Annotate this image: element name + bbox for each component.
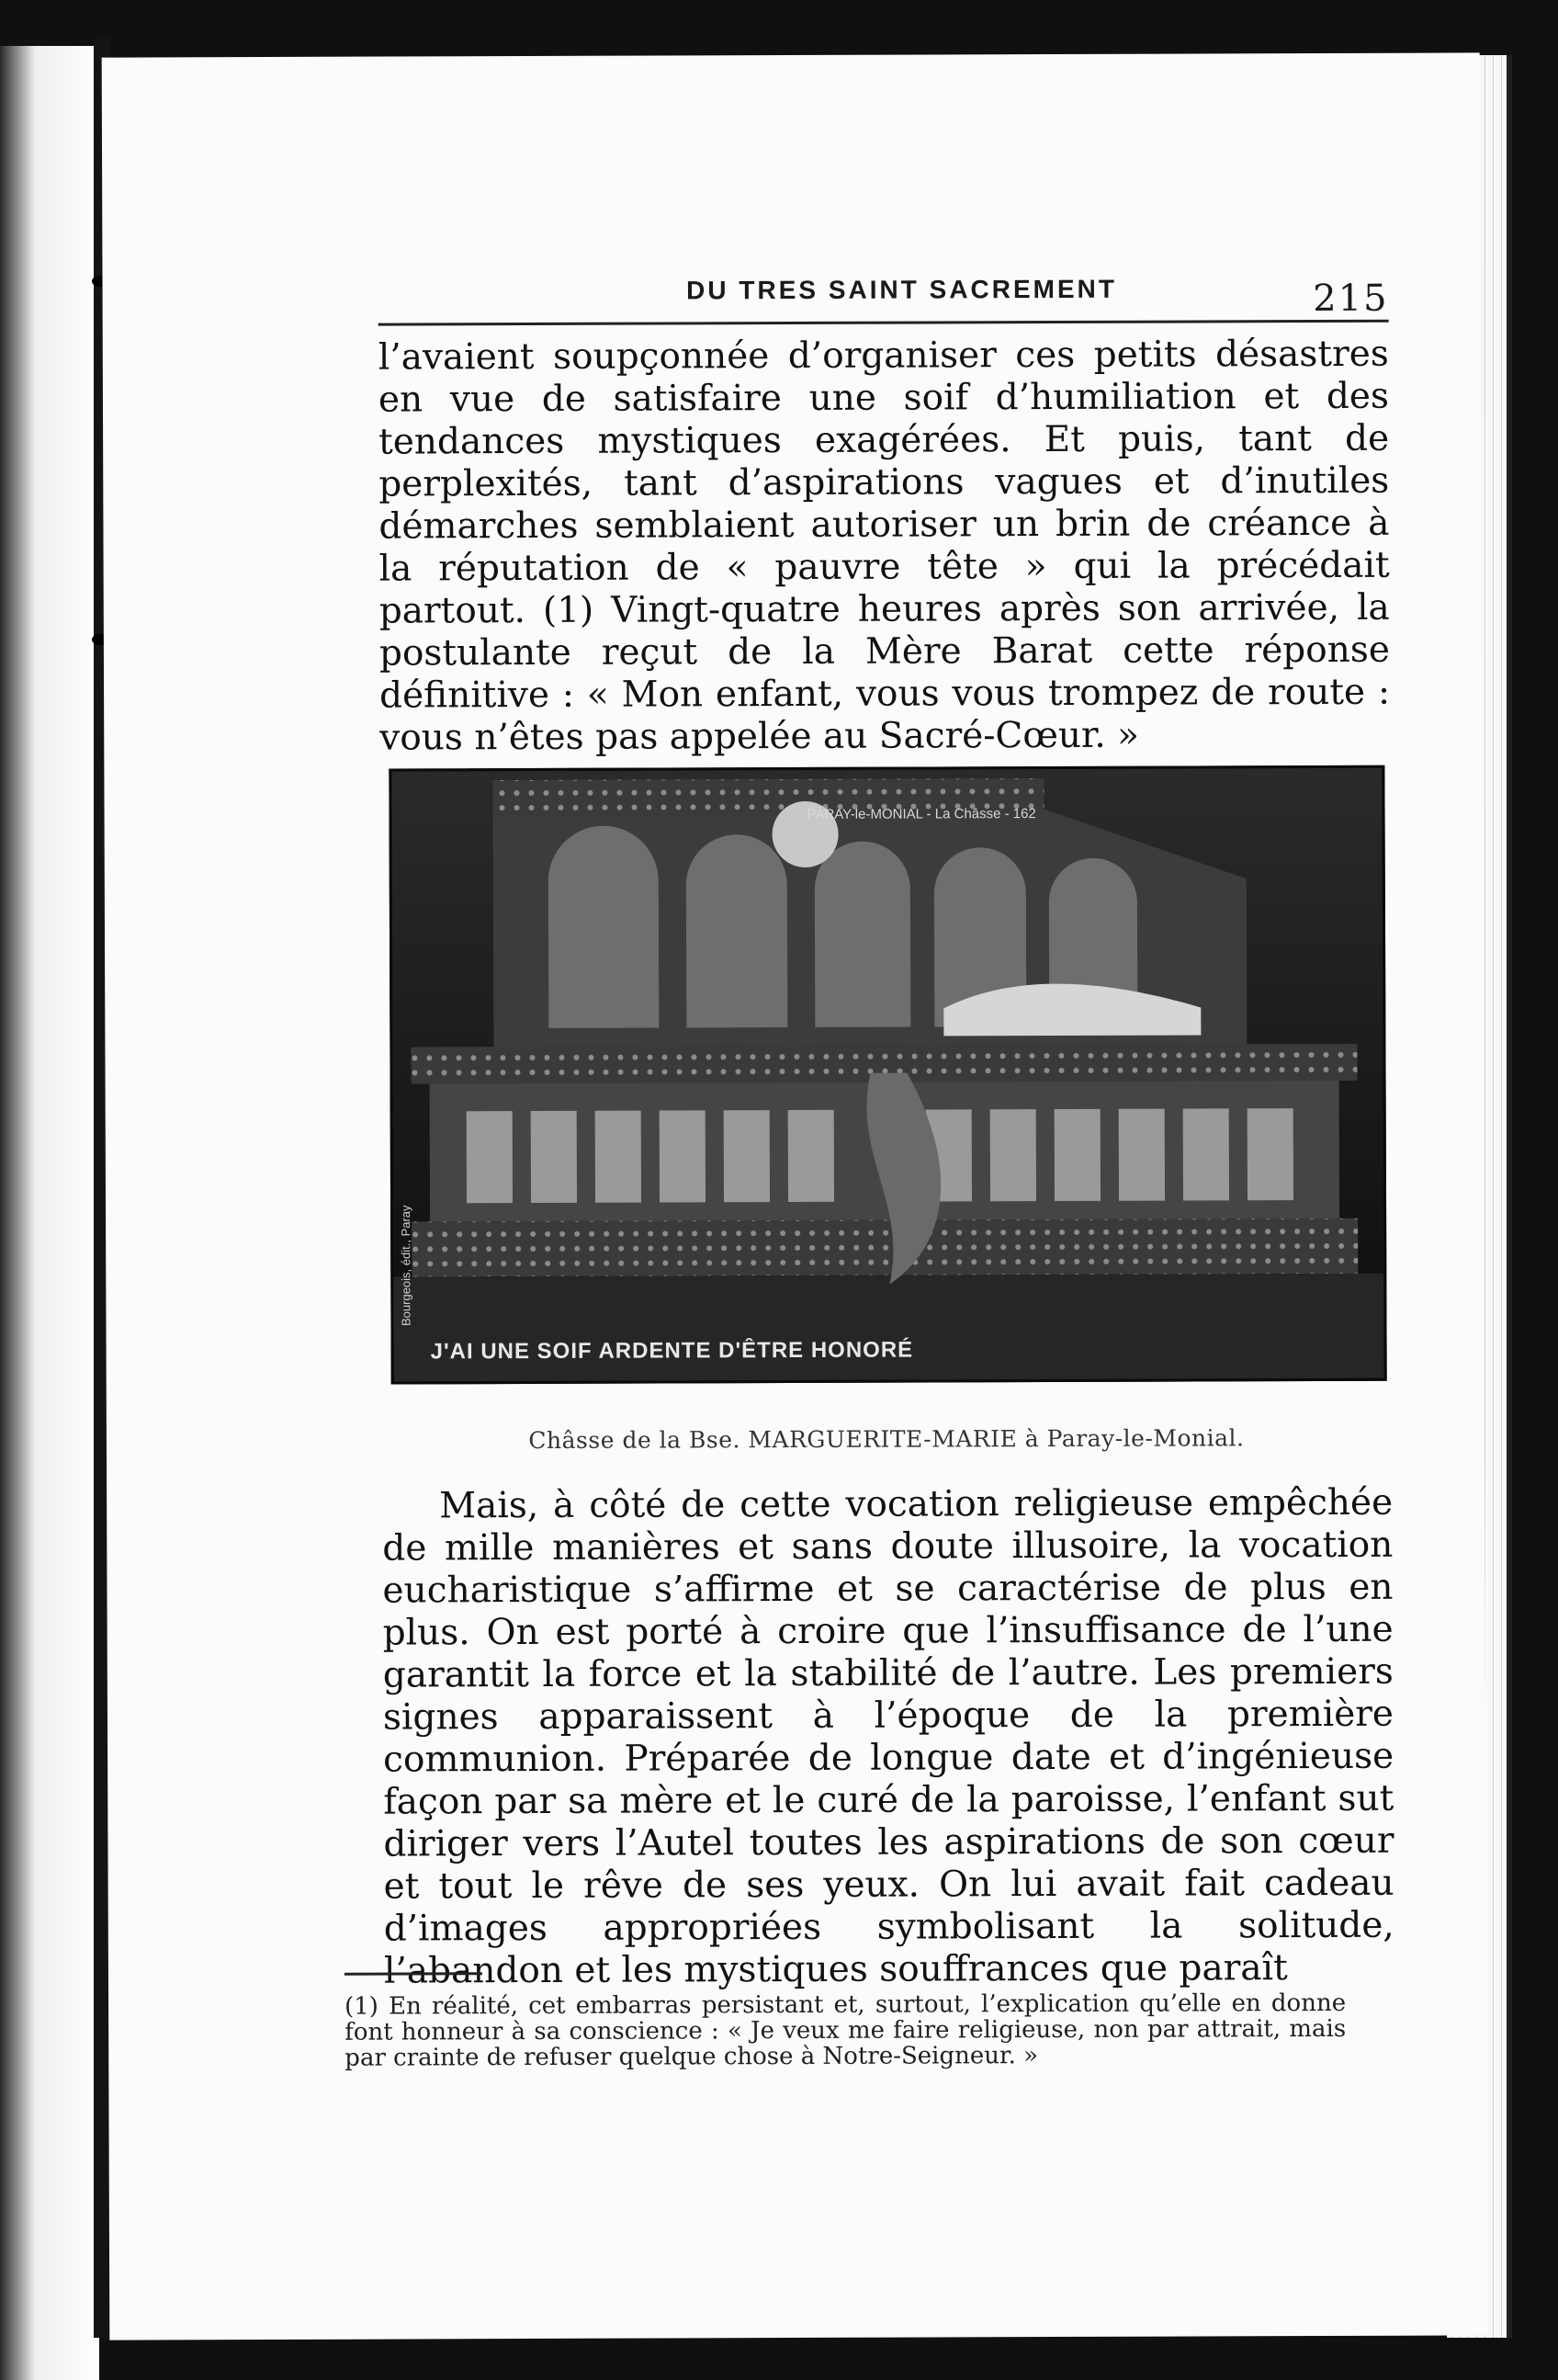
reliquary-illustration — [391, 768, 1383, 1382]
reliquary-photograph — [389, 765, 1386, 1385]
page-number: 215 — [1313, 277, 1389, 321]
paragraph: Mais, à côté de cette vocation religieuse empêchée de mille manières et sans doute illusoire, la vocation eucharistique s’affirme et se caractérise de plus en plus. On est porté à croire que l’insuffisance de l’une garantit la force et la stabilité de l’autre. Les premiers signes apparaissent à l’époque de la première communion. Préparée de longue date et d’ingénieuse façon par sa mère et le curé de la paroisse, l’enfant sut diriger vers l’Autel toutes les aspirations de son cœur et tout le rêve de ses yeux. On lui avait fait cadeau d’images appropriées symbolisant la solitude, l’abandon et les mystiques souffrances que paraît — [382, 1481, 1394, 1992]
edition-mark: Bourgeois, édit., Paray — [399, 1205, 413, 1327]
running-head — [378, 274, 1389, 326]
paragraph: l’avaient soupçonnée d’organiser ces petits désastres en vue de satisfaire une soif d’humiliation et des tendances mystiques exagérées. Et puis, tant de perplexités, tant d’aspirations vagues et d’inutiles démarches semblaient autoriser un brin de créance à la réputation de « pauvre tête » qui la précédait partout. (1) Vingt-quatre heures après son arrivée, la postulante reçut de la Mère Barat cette réponse définitive : « Mon enfant, vous vous trompez de route : vous n’êtes pas appelée au Sacré-Cœur. » — [378, 333, 1391, 759]
footnote-rule — [344, 1972, 482, 1976]
postcard-stamp: PARAY-le-MONIAL - La Châsse - 162 — [807, 806, 1036, 822]
facing-page-edge — [0, 46, 99, 2380]
reliquary-inscription: J'AI UNE SOIF ARDENTE D'ÊTRE HONORÉ — [430, 1337, 914, 1365]
figure-caption: Châsse de la Bse. MARGUERITE-MARIE à Paray-le-Monial. — [528, 1424, 1245, 1455]
running-title: DU TRES SAINT SACREMENT — [686, 274, 1117, 305]
book-page — [102, 52, 1488, 2340]
footnote: (1) En réalité, cet embarras persistant et, surtout, l’explication qu’elle en donne font honneur à sa conscience : « Je veux me faire religieuse, non par attrait, mais par crainte de refuser quelque chose à Notre-Seigneur. » — [344, 1989, 1347, 2072]
